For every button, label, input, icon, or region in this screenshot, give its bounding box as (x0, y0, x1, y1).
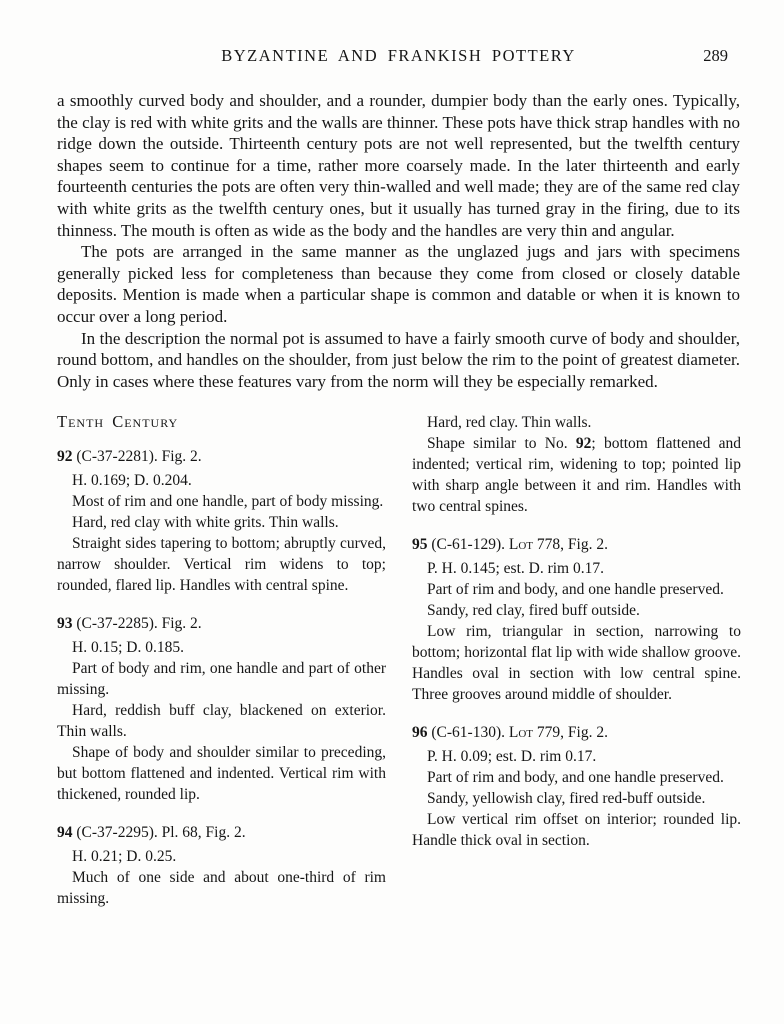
catalog-right-column (412, 412, 741, 926)
entry-94-description-ref-number: 92 (575, 435, 592, 453)
catalog-entry-92 (57, 446, 386, 596)
entry-93-description: Shape of body and shoulder similar to preceding, but bottom flattened and indented. Vertical rim with thickened, rounded lip. (57, 744, 386, 804)
intro-paragraph-1: a smoothly curved body and shoulder, and a rounder, dumpier body than the early ones. Typically, the clay is red with white grits and the walls are thinner. These pots have thick strap handles with no ridge down the outside. Thirteenth century pots are not well represented, but the twelfth century shapes seem to continue for a time, rather more coarsely made. In the later thirteenth and early fourteenth centuries the pots are often very thin-walled and well made; they are of the same red clay with white grits as the twelfth century ones, but it usually has turned gray in the firing, due to its thinness. The mouth is often as wide as the body and the handles are very thin and angular. (57, 91, 740, 240)
entry-94-condition: Much of one side and about one-third of rim missing. (57, 869, 386, 908)
section-heading-tenth-century: Tenth Century (57, 412, 179, 432)
entry-94-fabric: Hard, red clay. Thin walls. (427, 414, 592, 432)
entry-94-dimensions: H. 0.21; D. 0.25. (72, 848, 177, 866)
intro-paragraph-3: In the description the normal pot is assumed to have a fairly smooth curve of body and shoulder, round bottom, and handles on the shoulder, from just below the rim to the point of greatest diameter. Only in cases where these features vary from the norm will they be especially remarked. (57, 328, 740, 391)
entry-94-heading (57, 822, 386, 843)
entry-92-fabric: Hard, red clay with white grits. Thin walls. (72, 514, 339, 532)
catalog-entry-93 (57, 613, 386, 805)
running-head (57, 46, 740, 66)
entry-96-number: 96 (412, 724, 428, 742)
entry-94-description-pre: Shape similar to No. (427, 435, 576, 453)
entry-92-description: Straight sides tapering to bottom; abruptly curved, narrow shoulder. Vertical rim widens to top; rounded, flared lip. Handles with central spine. (57, 535, 386, 595)
catalog-left-column (57, 412, 386, 926)
catalog-entry-96 (412, 722, 741, 851)
entry-94-heading-rest: (C-37-2295). Pl. 68, Fig. 2. (72, 824, 246, 842)
entry-95-lot-label: Lot (508, 536, 534, 554)
entry-95-dimensions: P. H. 0.145; est. D. rim 0.17. (427, 560, 604, 578)
entry-94-description (412, 433, 741, 517)
entry-96-fabric: Sandy, yellowish clay, fired red-buff outside. (427, 790, 706, 808)
entry-92-condition: Most of rim and one handle, part of body missing. (72, 493, 384, 511)
page-number: 289 (703, 46, 728, 65)
entry-93-number: 93 (57, 615, 73, 633)
catalog-entry-95 (412, 534, 741, 705)
entry-95-description: Low rim, triangular in section, narrowing to bottom; horizontal flat lip with wide shallow groove. Handles oval in section with low central spine. Three grooves around middle of shoulder. (412, 623, 741, 704)
entry-94-number: 94 (57, 824, 73, 842)
entry-93-heading-rest: (C-37-2285). Fig. 2. (72, 615, 202, 633)
entry-95-heading-pre: (C-61-129). (427, 536, 509, 554)
entry-95-number: 95 (412, 536, 428, 554)
entry-96-dimensions: P. H. 0.09; est. D. rim 0.17. (427, 748, 597, 766)
entry-96-condition: Part of rim and body, and one handle preserved. (427, 769, 724, 787)
entry-92-heading (57, 446, 386, 467)
catalog-entry-94 (57, 822, 386, 909)
entry-92-heading-rest: (C-37-2281). Fig. 2. (72, 448, 202, 466)
entry-95-heading (412, 534, 741, 555)
entry-93-heading (57, 613, 386, 634)
catalog-two-column-section (57, 412, 740, 926)
page-title: BYZANTINE AND FRANKISH POTTERY (221, 46, 576, 65)
entry-96-heading (412, 722, 741, 743)
entry-93-fabric: Hard, reddish buff clay, blackened on exterior. Thin walls. (57, 702, 386, 741)
entry-95-fabric: Sandy, red clay, fired buff outside. (427, 602, 640, 620)
catalog-entry-94-continued (412, 412, 741, 517)
entry-92-dimensions: H. 0.169; D. 0.204. (72, 472, 192, 490)
entry-94-description-post: ; bottom flattened and indented; vertical rim, widening to top; pointed lip with sharp angle between it and rim. Handles with two central spines. (412, 435, 741, 516)
entry-95-condition: Part of rim and body, and one handle preserved. (427, 581, 724, 599)
entry-95-heading-post: 778, Fig. 2. (533, 536, 608, 554)
entry-96-heading-pre: (C-61-130). (427, 724, 509, 742)
intro-paragraph-2: The pots are arranged in the same manner as the unglazed jugs and jars with specimens generally picked less for completeness than because they come from closed or closely datable deposits. Mention is made when a particular shape is common and datable or when it is known to occur over a long period. (57, 242, 740, 326)
entry-96-lot-label: Lot (508, 724, 534, 742)
entry-96-heading-post: 779, Fig. 2. (533, 724, 608, 742)
entry-96-description: Low vertical rim offset on interior; rounded lip. Handle thick oval in section. (412, 811, 741, 850)
entry-93-condition: Part of body and rim, one handle and part of other missing. (57, 660, 386, 699)
entry-93-dimensions: H. 0.15; D. 0.185. (72, 639, 184, 657)
intro-text (57, 90, 740, 392)
entry-92-number: 92 (57, 448, 73, 466)
